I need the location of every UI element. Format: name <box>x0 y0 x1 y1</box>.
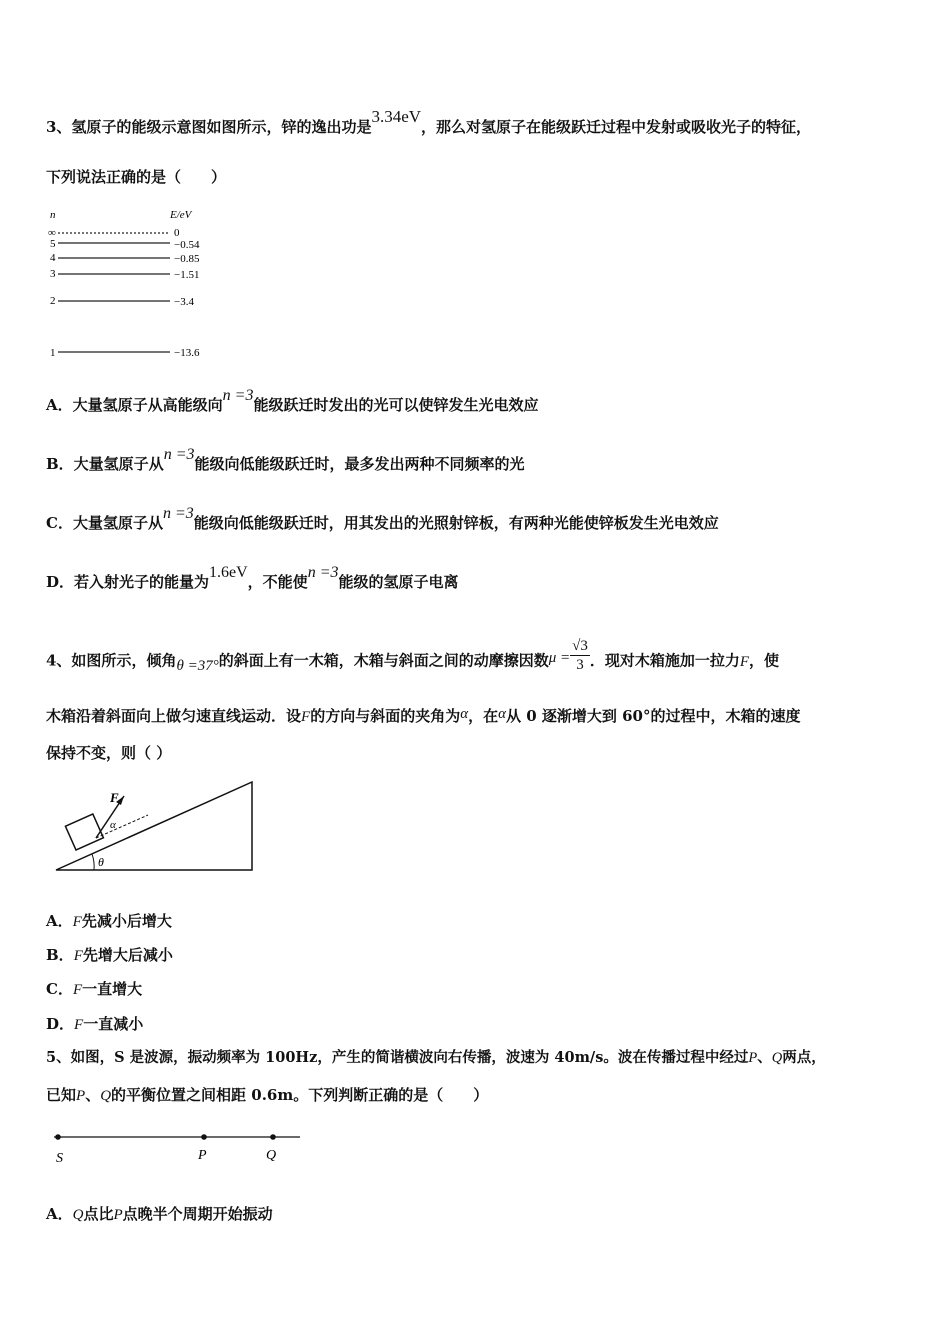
q4-option-c[interactable] <box>46 978 142 999</box>
q3-option-d-post: 能级的氢原子电离 <box>338 573 459 591</box>
q3-stem-line2: 下列说法正确的是（ ） <box>46 168 227 186</box>
q5-stem-line1 <box>46 1046 826 1067</box>
svg-text:−1.51: −1.51 <box>174 269 200 281</box>
q4-l2c: ，在 <box>468 707 499 725</box>
q4-option-d-pre: D． <box>46 1015 75 1033</box>
q4-option-d[interactable] <box>46 1013 143 1034</box>
level-4 <box>50 252 200 265</box>
q5-option-a-P: P <box>113 1207 123 1223</box>
q5-stem-line2 <box>46 1084 488 1105</box>
q5-l1b: 两点， <box>782 1049 826 1066</box>
level-inf <box>48 227 180 239</box>
incline-figure <box>52 778 262 878</box>
q3-option-b-pre: B．大量氢原子从 <box>46 455 164 473</box>
q3-stem-line1 <box>46 107 812 137</box>
svg-text:∞: ∞ <box>48 227 56 239</box>
q4-F: F <box>739 653 750 670</box>
q3-option-c-post: 能级向低能级跃迁时，用其发出的光照射锌板，有两种光能使锌板发生光电效应 <box>193 514 719 532</box>
q4-option-c-F: F <box>72 982 83 998</box>
q4-mu-num: √3 <box>572 638 588 654</box>
svg-text:4: 4 <box>50 252 56 264</box>
svg-text:−13.6: −13.6 <box>174 347 200 359</box>
energy-level-diagram <box>46 204 226 364</box>
q4-stem-mid: 的斜面上有一木箱，木箱与斜面之间的动摩擦因数 <box>218 651 549 670</box>
e-header: E/eV <box>170 209 192 221</box>
q5-P-2: P <box>76 1088 86 1104</box>
q3-work-function: 3.34eV <box>371 107 422 126</box>
q5-Q-2: Q <box>100 1088 112 1104</box>
q5-Q: Q <box>771 1050 783 1066</box>
q4-stem-line3: 保持不变，则（ ） <box>46 744 172 762</box>
svg-text:5: 5 <box>50 238 56 250</box>
label-P: P <box>198 1148 207 1163</box>
q5-l2b: 的平衡位置之间相距 0.6m。下列判断正确的是（ ） <box>111 1086 489 1104</box>
q5-option-a-Q: Q <box>72 1207 84 1223</box>
q4-option-b-post: 先增大后减小 <box>82 946 173 964</box>
q4-option-d-post: 一直减小 <box>83 1015 144 1033</box>
q4-option-b-pre: B． <box>46 946 74 964</box>
level-3 <box>50 268 199 281</box>
q3-option-d[interactable] <box>46 564 459 592</box>
q3-option-c-pre: C．大量氢原子从 <box>46 514 163 532</box>
q3-option-b[interactable] <box>46 446 525 474</box>
q3-option-d-math1: 1.6eV <box>209 564 248 581</box>
q3-option-d-math2: n =3 <box>307 564 339 581</box>
q4-l2a: 木箱沿着斜面向上做匀速直线运动．设 <box>46 707 302 725</box>
point-S <box>55 1134 61 1140</box>
svg-text:3: 3 <box>50 268 56 280</box>
q3-option-d-pre: D．若入射光子的能量为 <box>46 573 210 591</box>
q4-stem-line1 <box>46 638 780 680</box>
q4-alpha: α <box>460 706 469 722</box>
q4-stem-post: ．现对木箱施加一拉力 <box>589 651 740 670</box>
wooden-box <box>65 814 103 850</box>
q4-mu-fraction <box>570 637 590 674</box>
q4-option-a-post: 先减小后增大 <box>81 912 172 930</box>
q4-option-a[interactable] <box>46 910 172 931</box>
point-P <box>201 1134 207 1140</box>
q3-option-a[interactable] <box>46 387 539 415</box>
q5-P: P <box>748 1050 758 1066</box>
q5-option-a[interactable] <box>46 1203 273 1224</box>
q4-stem-pre: 4、如图所示，倾角 <box>46 651 177 670</box>
theta-label: θ <box>98 855 104 869</box>
q3-option-a-math: n =3 <box>222 387 254 404</box>
q5-option-a-pre: A． <box>46 1205 73 1223</box>
svg-text:1: 1 <box>50 347 56 359</box>
q4-theta: θ =37° <box>176 657 219 674</box>
svg-text:−3.4: −3.4 <box>174 296 194 308</box>
q4-option-b[interactable] <box>46 944 173 965</box>
q4-option-a-F: F <box>72 914 82 930</box>
q4-stem-line2 <box>46 705 800 726</box>
q4-l2b: 的方向与斜面的夹角为 <box>310 707 461 725</box>
svg-text:0: 0 <box>174 227 180 239</box>
q4-alpha-2: α <box>498 706 506 722</box>
q4-F-2: F <box>301 709 311 725</box>
q5-l1a: 5、如图，S 是波源，振动频率为 100Hz，产生的简谐横波向右传播，波速为 40m/s。波在传播过程中经过 <box>46 1049 749 1066</box>
point-Q <box>270 1134 276 1140</box>
q3-stem-suffix: ，那么对氢原子在能级跃迁过程中发射或吸收光子的特征， <box>421 118 812 136</box>
level-1 <box>50 347 200 359</box>
q4-option-a-pre: A． <box>46 912 73 930</box>
q3-option-c-math: n =3 <box>162 505 194 522</box>
q5-option-a-mid: 点比 <box>83 1205 114 1223</box>
q3-option-c[interactable] <box>46 505 719 533</box>
q3-stem-prefix: 3、氢原子的能级示意图如图所示，锌的逸出功是 <box>46 118 372 136</box>
force-label: F <box>110 790 119 805</box>
alpha-label: α <box>110 819 116 831</box>
svg-text:2: 2 <box>50 295 56 307</box>
svg-text:−0.85: −0.85 <box>174 253 200 265</box>
q5-option-a-post: 点晚半个周期开始振动 <box>122 1205 273 1223</box>
q5-l2a: 已知 <box>46 1086 77 1104</box>
svg-text:−0.54: −0.54 <box>174 239 200 251</box>
q3-option-d-mid: ，不能使 <box>247 573 308 591</box>
q3-option-b-post: 能级向低能级跃迁时，最多发出两种不同频率的光 <box>194 455 525 473</box>
theta-arc <box>92 854 94 870</box>
q4-option-b-F: F <box>73 948 83 964</box>
wave-line-figure <box>48 1126 308 1170</box>
level-2 <box>50 295 194 308</box>
q3-option-a-post: 能级跃迁时发出的光可以使锌发生光电效应 <box>253 396 539 414</box>
q3-option-a-pre: A．大量氢原子从高能级向 <box>46 396 223 414</box>
q4-mu-den: 3 <box>576 657 584 673</box>
n-header: n <box>50 209 56 221</box>
label-S: S <box>56 1151 63 1166</box>
q4-option-c-pre: C． <box>46 980 73 998</box>
label-Q: Q <box>266 1148 277 1163</box>
q4-option-c-post: 一直增大 <box>82 980 143 998</box>
q4-l2d: 从 0 逐渐增大到 60°的过程中，木箱的速度 <box>505 707 801 725</box>
q4-stem-post-b: ，使 <box>749 651 780 670</box>
q3-option-b-math: n =3 <box>163 446 195 463</box>
q5-sep-2: 、 <box>85 1086 101 1104</box>
q4-option-d-F: F <box>74 1017 84 1033</box>
q4-mu: μ = <box>548 649 571 666</box>
q5-sep: 、 <box>757 1049 772 1066</box>
level-5 <box>50 238 200 251</box>
